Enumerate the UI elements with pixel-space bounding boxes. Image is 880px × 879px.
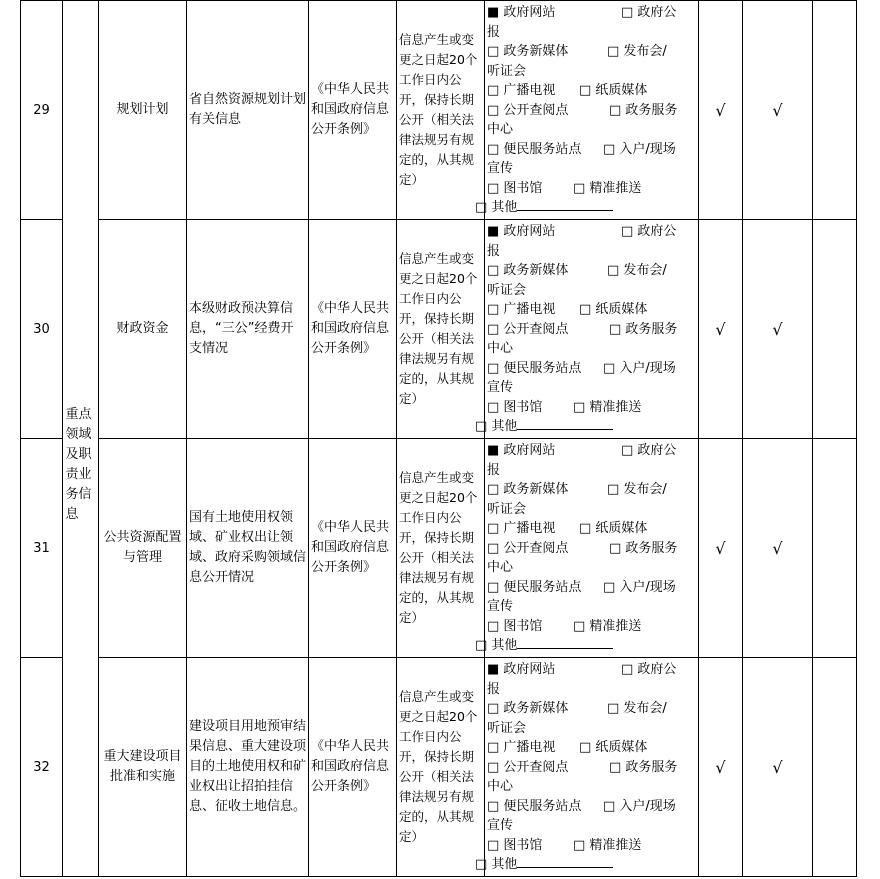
- info-cell: 建设项目用地预审结果信息、重大建设项目的土地使用权和矿业权出让招拍挂信息、征收土地信息。: [187, 658, 309, 877]
- time-cell: 信息产生或变更之日起20个工作日内公开，保持长期公开（相关法律法规另有规定的，从其规定）: [397, 1, 485, 220]
- time-cell: 信息产生或变更之日起20个工作日内公开，保持长期公开（相关法律法规另有规定的，从其规定）: [397, 439, 485, 658]
- empty-cell: [813, 439, 857, 658]
- channel-cell: ■ 政府网站 □ 政府公 报 □ 政务新媒体 □ 发布会/ 听证会 □ 广播电视 □ 纸质媒体 □ 公开查阅点 □ 政务服务 中心 □ 便民服务站点 □ 入户/现场 宣传 □ 图书馆 □ 精准推送 □ 其他: [485, 658, 699, 877]
- table-row: [21, 658, 857, 877]
- info-cell: 国有土地使用权领域、矿业权出让领域、政府采购领域信息公开情况: [187, 439, 309, 658]
- disclosure-table: [20, 0, 857, 877]
- info-cell: 省自然资源规划计划有关信息: [187, 1, 309, 220]
- domain-group-label: 重点领域及职责业务信息: [65, 406, 92, 522]
- category-cell: 财政资金: [99, 220, 187, 439]
- row-number: 30: [21, 220, 63, 439]
- other-underline: [517, 636, 613, 649]
- basis-cell: 《中华人民共和国政府信息公开条例》: [309, 439, 397, 658]
- other-underline: [517, 417, 613, 430]
- basis-cell: 《中华人民共和国政府信息公开条例》: [309, 1, 397, 220]
- channel-cell: ■ 政府网站 □ 政府公 报 □ 政务新媒体 □ 发布会/ 听证会 □ 广播电视 □ 纸质媒体 □ 公开查阅点 □ 政务服务 中心 □ 便民服务站点 □ 入户/现场 宣传 □ 图书馆 □ 精准推送 □ 其他: [485, 220, 699, 439]
- row-number: 29: [21, 1, 63, 220]
- domain-group-cell: [63, 1, 99, 877]
- channel-cell: ■ 政府网站 □ 政府公 报 □ 政务新媒体 □ 发布会/ 听证会 □ 广播电视 □ 纸质媒体 □ 公开查阅点 □ 政务服务 中心 □ 便民服务站点 □ 入户/现场 宣传 □ 图书馆 □ 精准推送 □ 其他: [485, 439, 699, 658]
- category-cell: 公共资源配置与管理: [99, 439, 187, 658]
- check-mark-1: √: [699, 220, 743, 439]
- basis-cell: 《中华人民共和国政府信息公开条例》: [309, 220, 397, 439]
- row-number: 32: [21, 658, 63, 877]
- table-row: [21, 1, 857, 220]
- empty-cell: [813, 220, 857, 439]
- other-underline: [517, 198, 613, 211]
- check-mark-2: √: [743, 220, 813, 439]
- check-mark-1: √: [699, 439, 743, 658]
- info-cell: 本级财政预决算信息，“三公”经费开支情况: [187, 220, 309, 439]
- table-row: [21, 439, 857, 658]
- check-mark-2: √: [743, 1, 813, 220]
- basis-cell: 《中华人民共和国政府信息公开条例》: [309, 658, 397, 877]
- other-underline: [517, 855, 613, 868]
- table-row: [21, 220, 857, 439]
- empty-cell: [813, 1, 857, 220]
- channel-cell: ■ 政府网站 □ 政府公 报 □ 政务新媒体 □ 发布会/ 听证会 □ 广播电视 □ 纸质媒体 □ 公开查阅点 □ 政务服务 中心 □ 便民服务站点 □ 入户/现场 宣传 □ 图书馆 □ 精准推送 □ 其他: [485, 1, 699, 220]
- time-cell: 信息产生或变更之日起20个工作日内公开，保持长期公开（相关法律法规另有规定的，从其规定）: [397, 220, 485, 439]
- time-cell: 信息产生或变更之日起20个工作日内公开，保持长期公开（相关法律法规另有规定的，从其规定）: [397, 658, 485, 877]
- check-mark-1: √: [699, 658, 743, 877]
- check-mark-2: √: [743, 658, 813, 877]
- check-mark-1: √: [699, 1, 743, 220]
- empty-cell: [813, 658, 857, 877]
- category-cell: 规划计划: [99, 1, 187, 220]
- row-number: 31: [21, 439, 63, 658]
- check-mark-2: √: [743, 439, 813, 658]
- category-cell: 重大建设项目批准和实施: [99, 658, 187, 877]
